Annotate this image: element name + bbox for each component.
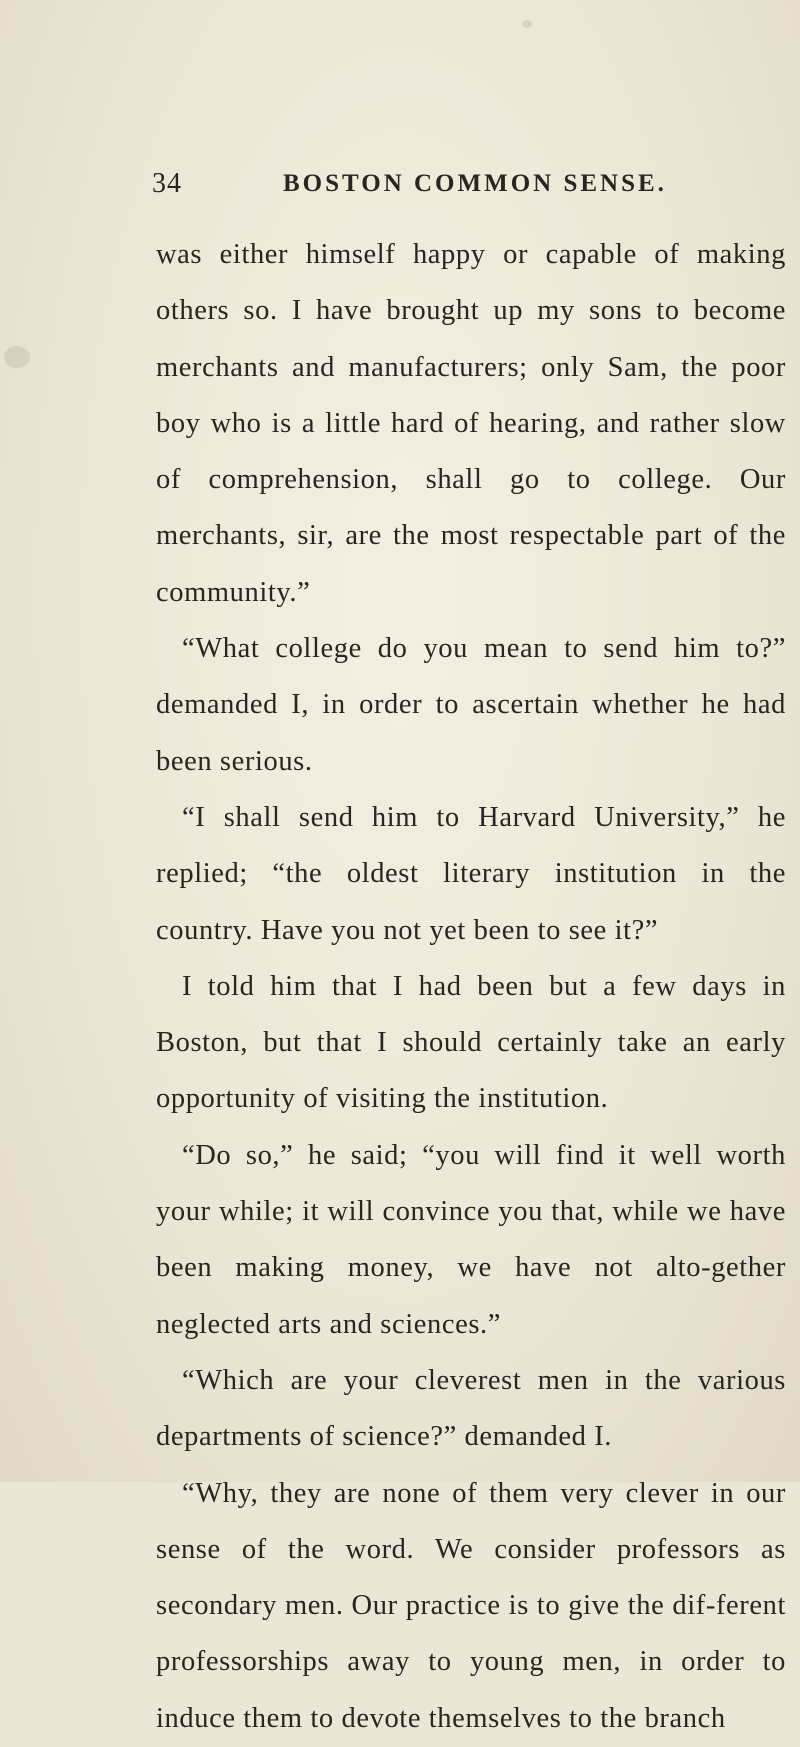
paragraph: “Do so,” he said; “you will find it well worth your while; it will convince you that, while we have been making money, we have not alto-gether neglected arts and sciences.” — [156, 1139, 786, 1340]
paragraph: “Which are your cleverest men in the various departments of science?” demanded I. — [156, 1364, 786, 1453]
body-text — [156, 227, 786, 1747]
page-number: 34 — [152, 168, 182, 199]
paragraph: was either himself happy or capable of making others so. I have brought up my sons to become merchants and manufacturers; only Sam, the poor boy who is a little hard of hearing, and rather slow of comprehension, shall go to college. Our merchants, sir, are the most respectable part of the community.” — [156, 239, 786, 608]
paragraph: “What college do you mean to send him to?” demanded I, in order to ascertain whether he had been serious. — [156, 633, 786, 777]
page-header — [0, 168, 800, 212]
paragraph: “I shall send him to Harvard University,” he replied; “the oldest literary institution in the country. Have you not yet been to see it?” — [156, 801, 786, 946]
paragraph: I told him that I had been but a few days in Boston, but that I should certainly take an early opportunity of visiting the institution. — [156, 970, 786, 1115]
running-title: BOSTON COMMON SENSE. — [283, 170, 667, 197]
paragraph: “Why, they are none of them very clever in our sense of the word. We consider professors as secondary men. Our practice is to give the dif-ferent professorships away to young men, in order to induce them to devote themselves to the branch — [156, 1477, 786, 1734]
paper-smudge — [4, 346, 30, 368]
paper-smudge — [522, 20, 532, 28]
